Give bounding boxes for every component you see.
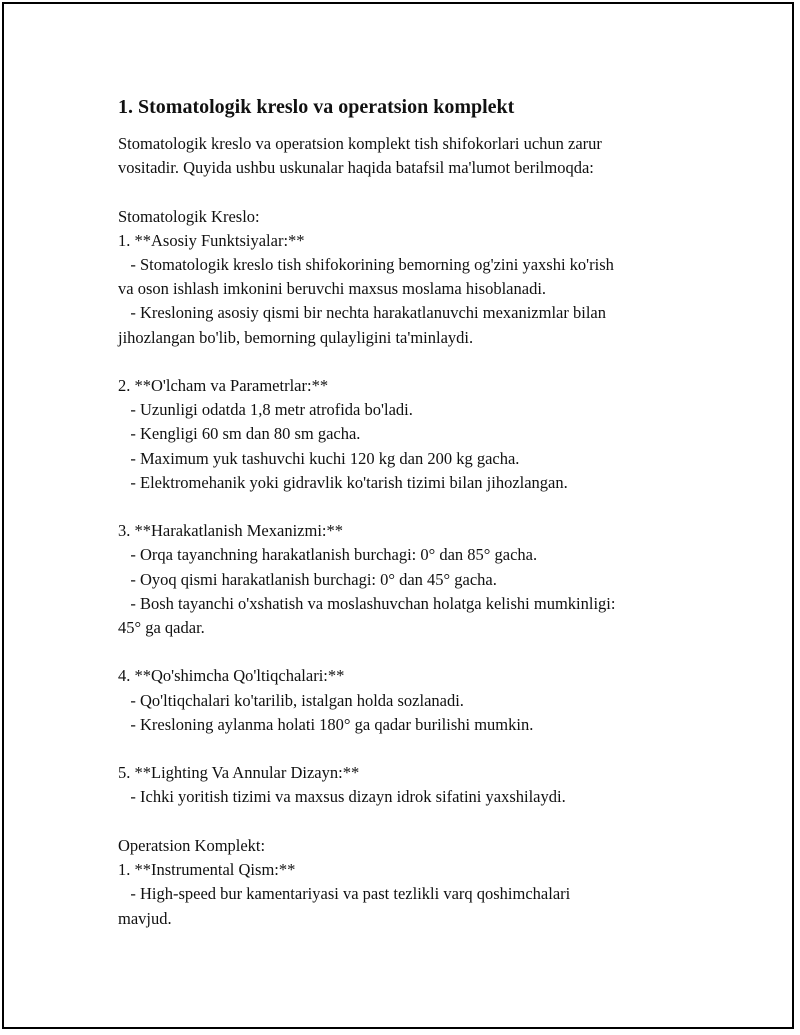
text-line: - Elektromehanik yoki gidravlik ko'tarish tizimi bilan jihozlangan. xyxy=(118,472,568,492)
text-line: Stomatologik kreslo va operatsion komplekt tish shifokorlari uchun zarur xyxy=(118,134,602,153)
text-line: 1. **Instrumental Qism:** xyxy=(118,860,296,880)
text-line: - High-speed bur kamentariyasi va past tezlikli varq qoshimchalari xyxy=(118,884,571,904)
text-line: Operatsion Komplekt: xyxy=(118,835,266,855)
text-line: mavjud. xyxy=(118,908,172,928)
text-line: - Orqa tayanchning harakatlanish burchagi: 0° dan 85° gacha. xyxy=(118,545,538,565)
document-content xyxy=(118,92,698,931)
text-line: va oson ishlash imkonini beruvchi maxsus moslama hisoblanadi. xyxy=(118,279,547,299)
blank-line xyxy=(118,810,698,834)
text-line: 3. **Harakatlanish Mexanizmi:** xyxy=(118,521,343,541)
text-line: 2. **O'lcham va Parametrlar:** xyxy=(118,376,329,396)
document-body xyxy=(118,132,698,931)
text-line: - Kengligi 60 sm dan 80 sm gacha. xyxy=(118,424,361,444)
text-line: 5. **Lighting Va Annular Dizayn:** xyxy=(118,763,360,783)
text-line: - Qo'ltiqchalari ko'tarilib, istalgan holda sozlanadi. xyxy=(118,690,464,710)
text-line: - Ichki yoritish tizimi va maxsus dizayn idrok sifatini yaxshilaydi. xyxy=(118,787,566,807)
text-line: vositadir. Quyida ushbu uskunalar haqida batafsil ma'lumot berilmoqda: xyxy=(118,158,594,178)
text-line: jihozlangan bo'lib, bemorning qulayligini ta'minlaydi. xyxy=(118,327,474,347)
document-title: 1. Stomatologik kreslo va operatsion komplekt xyxy=(118,96,515,118)
text-line: - Maximum yuk tashuvchi kuchi 120 kg dan 200 kg gacha. xyxy=(118,448,520,468)
text-line: - Kresloning asosiy qismi bir nechta harakatlanuvchi mexanizmlar bilan xyxy=(118,303,606,323)
text-line: 1. **Asosiy Funktsiyalar:** xyxy=(118,230,305,250)
blank-line xyxy=(118,495,698,519)
text-line: - Oyoq qismi harakatlanish burchagi: 0° dan 45° gacha. xyxy=(118,569,497,589)
text-line: 45° ga qadar. xyxy=(118,618,205,638)
text-line: - Uzunligi odatda 1,8 metr atrofida bo'ladi. xyxy=(118,400,413,420)
blank-line xyxy=(118,737,698,761)
text-line: - Kresloning aylanma holati 180° ga qadar burilishi mumkin. xyxy=(118,714,534,734)
blank-line xyxy=(118,350,698,374)
text-line: 4. **Qo'shimcha Qo'ltiqchalari:** xyxy=(118,666,345,686)
blank-line xyxy=(118,180,698,204)
text-line: - Bosh tayanchi o'xshatish va moslashuvchan holatga kelishi mumkinligi: xyxy=(118,593,616,613)
text-line: Stomatologik Kreslo: xyxy=(118,206,260,226)
text-line: - Stomatologik kreslo tish shifokorining bemorning og'zini yaxshi ko'rish xyxy=(118,255,614,275)
blank-line xyxy=(118,640,698,664)
